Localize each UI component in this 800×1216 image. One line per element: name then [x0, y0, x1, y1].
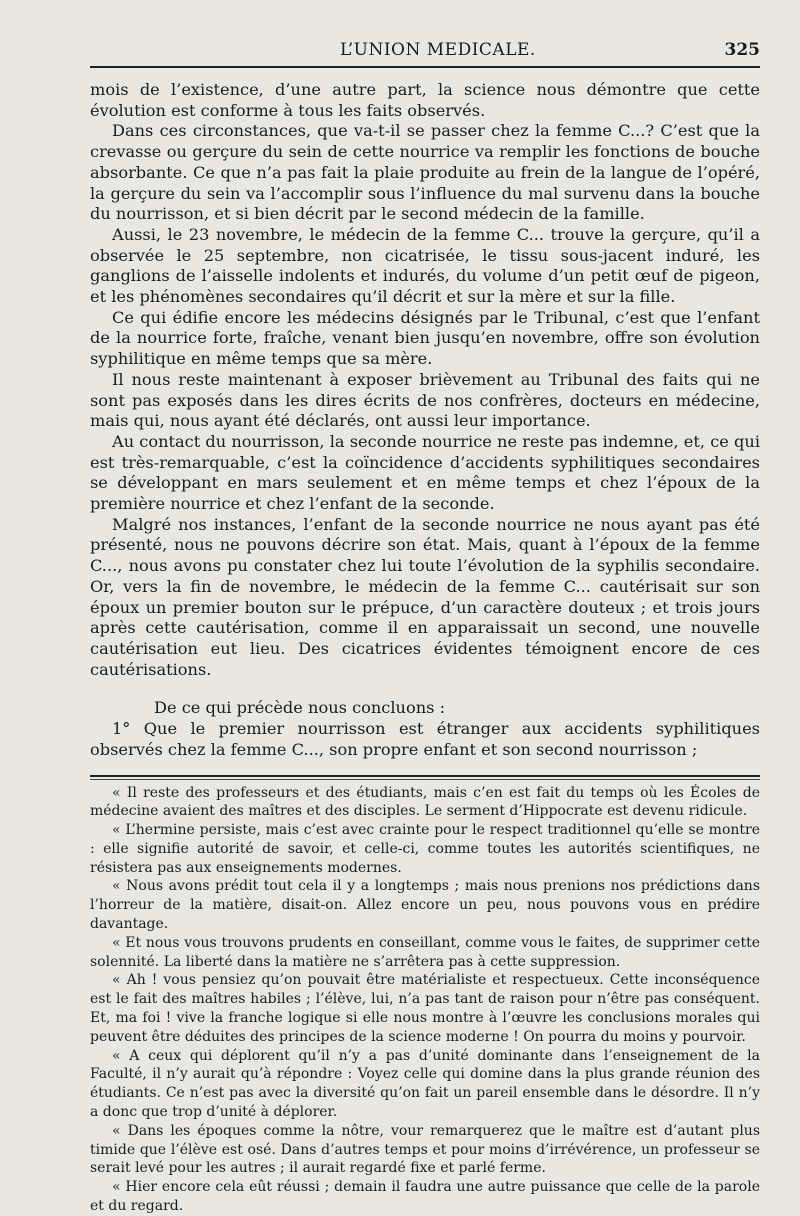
main-text [90, 80, 760, 761]
note-paragraph: « L’hermine persiste, mais c’est avec crainte pour le respect traditionnel qu’elle se montre : elle signifie autorité de savoir, et celle-ci, comme toutes les autorités scientifiques, ne résistera pas aux enseignements modernes. [90, 822, 760, 876]
note-paragraph: « Ah ! vous pensiez qu’on pouvait être matérialiste et respectueux. Cette inconséquence est le fait des maîtres habiles ; l’élève, lui, n’a pas tant de raison pour n’être pas conséquent. Et, ma foi ! vive la franche logique si elle nous montre à l’œuvre les conclusions morales qui peuvent être déduites des principes de la science moderne ! On pourra du moins y pourvoir. [90, 972, 760, 1045]
note-paragraph: « Nous avons prédit tout cela il y a longtemps ; mais nous prenions nos prédictions dans l’horreur de la matière, disait-on. Allez encore un peu, nous pouvons vous en prédire davantage. [90, 878, 760, 933]
conclusion-heading: De ce qui précède nous concluons : [154, 698, 446, 718]
paragraph: Dans ces circonstances, que va-t-il se passer chez la femme C...? C’est que la crevasse ou gerçure du sein de cette nourrice va remplir les fonctions de bouche absorbante. Ce que n’a pas fait la plaie produite au frein de la langue de l’opéré, la gerçure du sein va l’accomplir sous l’influence du mal survenu dans la bouche du nourrisson, et si bien décrit par le second médecin de la famille. [90, 121, 760, 224]
conclusion-item: 1° Que le premier nourrisson est étranger aux accidents syphilitiques observés chez la femme C..., son propre enfant et son second nourrisson ; [90, 719, 760, 759]
paragraph: mois de l’existence, d’une autre part, la science nous démontre que cette évolution est conforme à tous les faits observés. [90, 80, 760, 120]
paragraph: Malgré nos instances, l’enfant de la seconde nourrice ne nous ayant pas été présenté, nous ne pouvons décrire son état. Mais, quant à l’époux de la femme C..., nous avons pu constater chez lui toute l’évolution de la syphilis secondaire. Or, vers la fin de novembre, le médecin de la femme C... cautérisait sur son époux un premier bouton sur le prépuce, d’un caractère douteux ; et trois jours après cette cautérisation, comme il en apparaissait un second, une nouvelle cautérisation eut lieu. Des cicatrices évidentes témoignent encore de ces cautérisations. [90, 514, 760, 679]
note-paragraph: « Il reste des professeurs et des étudiants, mais c’en est fait du temps où les Écoles de médecine avaient des maîtres et des disciples. Le serment d’Hippocrate est devenu ridicule. [90, 784, 760, 820]
paragraph: Il nous reste maintenant à exposer brièvement au Tribunal des faits qui ne sont pas exposés dans les dires écrits de nos confrères, docteurs en médecine, mais qui, nous ayant été déclarés, ont aussi leur importance. [90, 369, 760, 431]
note-paragraph: « Hier encore cela eût réussi ; demain il faudra une autre puissance que celle de la parole et du regard. [90, 1179, 760, 1215]
page [0, 8, 800, 1215]
note-paragraph: « Et nous vous trouvons prudents en conseillant, comme vous le faites, de supprimer cette solennité. La liberté dans la matière ne s’arrêtera pas à cette suppression. [90, 934, 760, 970]
page-number: 325 [724, 40, 760, 60]
running-title: L’UNION MEDICALE. [340, 40, 536, 60]
quoted-notes [90, 784, 760, 1216]
paragraph: Ce qui édifie encore les médecins désignés par le Tribunal, c’est que l’enfant de la nourrice forte, fraîche, venant bien jusqu’en novembre, offre son évolution syphilitique en même temps que sa mère. [90, 307, 760, 369]
note-paragraph: « Dans les époques comme la nôtre, vour remarquerez que le maître est d’autant plus timide que l’élève est osé. Dans d’autres temps et pour moins d’irrévérence, un professeur se serait levé pour les autres ; il aurait regardé fixe et parlé ferme. [90, 1122, 760, 1177]
running-header [90, 8, 760, 68]
paragraph: Aussi, le 23 novembre, le médecin de la femme C... trouve la gerçure, qu’il a observée le 25 septembre, non cicatrisée, le tissu sous-jacent induré, les ganglions de l’aisselle indolents et indurés, du volume d’un petit œuf de pigeon, et les phénomènes secondaires qu’il décrit et sur la mère et sur la fille. [90, 224, 760, 307]
note-paragraph: « A ceux qui déplorent qu’il n’y a pas d’unité dominante dans l’enseignement de la Faculté, il n’y aurait qu’à répondre : Voyez celle qui domine dans la plus grande réunion des étudiants. Ce n’est pas avec la diversité qu’on fait un pareil ensemble dans le désordre. Il n’y a donc que trop d’unité à déplorer. [90, 1047, 760, 1121]
paragraph: Au contact du nourrisson, la seconde nourrice ne reste pas indemne, et, ce qui est très-remarquable, c’est la coïncidence d’accidents syphilitiques secondaires se développant en mars seulement et en même temps et chez l’époux de la première nourrice et chez l’enfant de la seconde. [90, 431, 760, 514]
section-divider [90, 775, 760, 780]
